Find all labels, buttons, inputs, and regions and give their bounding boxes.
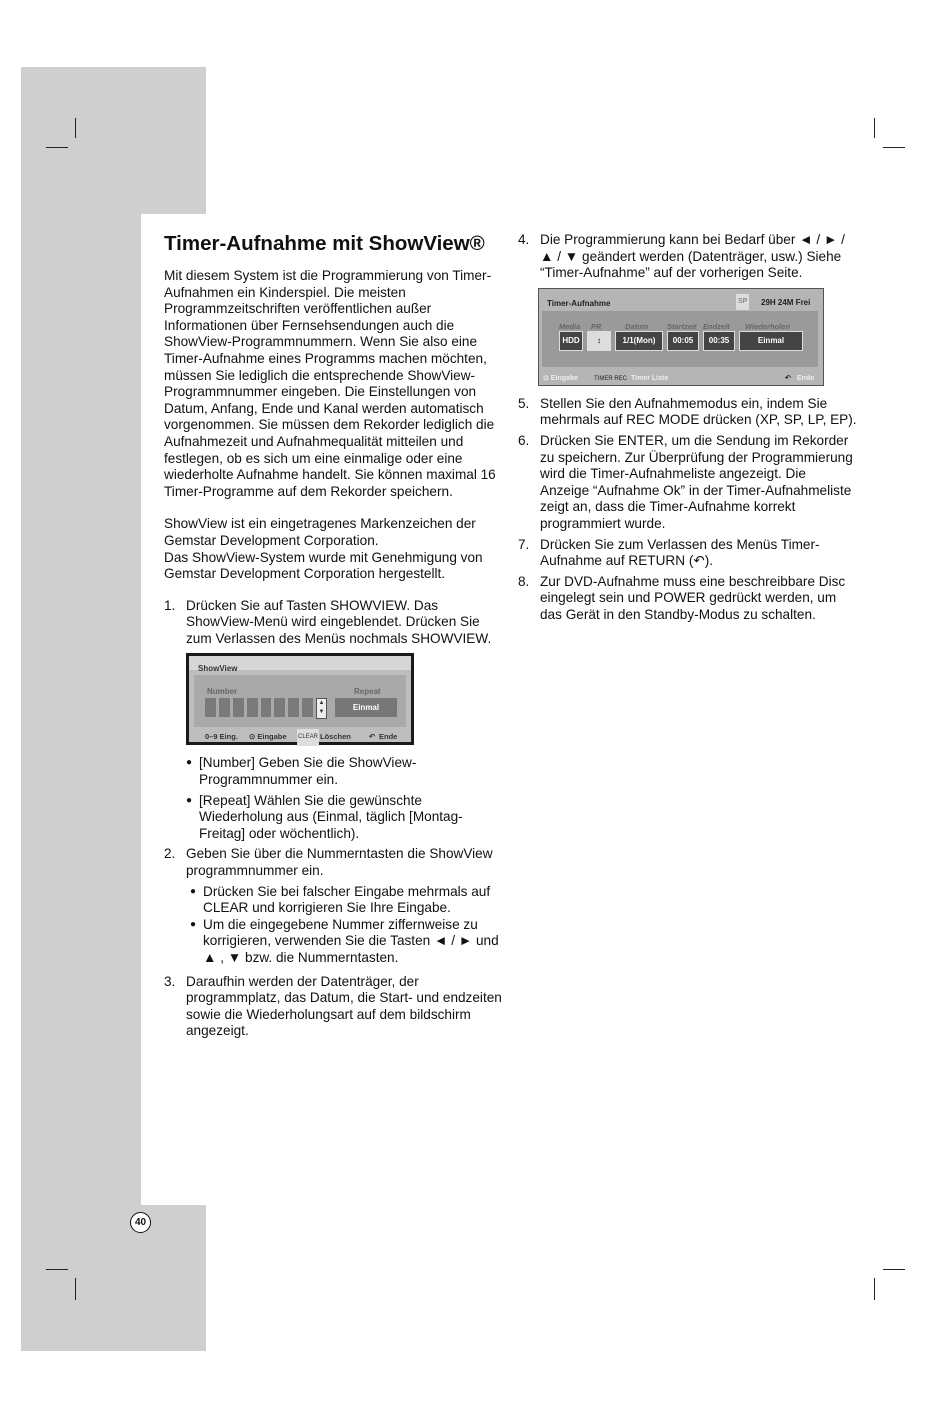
number-label: Number xyxy=(207,687,238,697)
page-margin-band xyxy=(21,67,206,214)
page-margin-band xyxy=(141,1205,206,1351)
bullet-item: ● [Number] Geben Sie die ShowView-Programmnummer ein. xyxy=(186,755,417,788)
screen-title: ShowView xyxy=(198,664,238,674)
crop-mark xyxy=(883,147,905,148)
showview-screen: ShowView Number Repeat ▲ ▼ Einmal 0–9 Eing. ⊙ Eingabe CLEAR Löschen ↶ Ende xyxy=(186,653,414,745)
up-down-arrows-icon: ▲ ▼ xyxy=(316,698,327,719)
bullet-item: ● [Repeat] Wählen Sie die gewünschte Wiederholung aus (Einmal, täglich [Montag-Freitag] oder wöchentlich). xyxy=(186,792,463,841)
step-item xyxy=(164,974,504,1040)
step-text: Daraufhin werden der Datenträger, der programmplatz, das Datum, die Start- und endzeiten sowie die Wiederholungsart auf dem bildschirm angezeigt. xyxy=(186,973,502,1039)
step-item xyxy=(518,537,858,570)
free-space: 29H 24M Frei xyxy=(761,297,811,307)
bullet-item: ● Um die eingegebene Nummer ziffernweise zu korrigieren, verwenden Sie die Tasten ◄ / ► und ▲ , ▼ bzw. die Nummerntasten. xyxy=(190,916,499,965)
page-title: Timer-Aufnahme mit ShowView® xyxy=(164,232,485,255)
step-text: Zur DVD-Aufnahme muss eine beschreibbare Disc eingelegt sein und POWER gedrückt werden, um das Gerät in den Standby-Modus zu schalten. xyxy=(540,573,846,622)
bullet-icon: ● xyxy=(186,757,193,769)
crop-mark xyxy=(75,1278,76,1300)
right-column xyxy=(518,232,858,624)
crop-mark xyxy=(75,118,76,138)
crop-mark xyxy=(46,147,68,148)
media-field[interactable]: HDD xyxy=(559,331,583,351)
step-item xyxy=(518,433,858,533)
step-item xyxy=(164,598,504,843)
page-number: 40 xyxy=(130,1212,151,1233)
left-column xyxy=(164,232,504,1040)
step-number: 7. xyxy=(518,536,530,552)
step-text: Drücken Sie ENTER, um die Sendung im Rekorder zu speichern. Zur Überprüfung der Programmierung wird die Timer-Aufnahmeliste angezeigt. Die Anzeige “Aufnahme Ok” in der Timer-Aufnahmeliste zeigt an, dass die Timer-Aufnahme korrekt programmiert wurde. xyxy=(540,432,853,531)
repeat-value[interactable]: Einmal xyxy=(335,698,397,717)
pr-field[interactable]: ↕ xyxy=(587,331,611,351)
timer-recording-screen: Timer-Aufnahme SP 29H 24M Frei Media PR Datum Startzeit Endzeit Wiederholen HDD ↕ 1/1(Mon) 00:05 00:35 Einmal ⊙ Eingabe TIMER REC Timer Liste ↶ Ende xyxy=(538,288,824,386)
bullet-item: ● Drücken Sie bei falscher Eingabe mehrmals auf CLEAR und korrigieren Sie Ihre Eingabe. xyxy=(190,883,491,916)
step-number: 3. xyxy=(164,973,176,989)
bullet-icon: ● xyxy=(186,794,193,806)
page-margin-band xyxy=(21,214,141,1351)
trademark-note: ShowView ist ein eingetragenes Markenzeichen der Gemstar Development Corporation. xyxy=(164,516,476,548)
step-number: 1. xyxy=(164,597,176,613)
trademark-note: Das ShowView-System wurde mit Genehmigung von Gemstar Development Corporation hergestellt. xyxy=(164,549,483,582)
date-field[interactable]: 1/1(Mon) xyxy=(615,331,663,351)
step-item xyxy=(518,574,858,624)
step-text: Die Programmierung kann bei Bedarf über ◄ / ► / ▲ / ▼ geändert werden (Datenträger, usw.) Siehe “Timer-Aufnahme” auf der vorherigen Seite. xyxy=(540,232,845,281)
start-time-field[interactable]: 00:05 xyxy=(667,331,699,351)
step-number: 8. xyxy=(518,573,530,589)
step-text: Drücken Sie auf Tasten SHOWVIEW. Das ShowView-Menü wird eingeblendet. Drücken Sie zum Verlassen des Menüs nochmals SHOWVIEW. xyxy=(186,597,492,646)
step-number: 6. xyxy=(518,432,530,448)
rec-mode-badge: SP xyxy=(736,294,749,311)
return-icon: ↶ xyxy=(369,732,376,742)
step-number: 5. xyxy=(518,395,530,411)
step-number: 2. xyxy=(164,846,176,862)
step-item xyxy=(164,846,504,966)
step-item xyxy=(518,232,858,282)
step-number: 4. xyxy=(518,232,530,247)
step-text: Stellen Sie den Aufnahmemodus ein, indem Sie mehrmals auf REC MODE drücken (XP, SP, LP, EP). xyxy=(540,395,857,428)
repeat-label: Repeat xyxy=(354,687,381,697)
repeat-field[interactable]: Einmal xyxy=(739,331,803,351)
screen-title: Timer-Aufnahme xyxy=(547,298,611,308)
crop-mark xyxy=(874,118,875,138)
end-time-field[interactable]: 00:35 xyxy=(703,331,735,351)
bullet-icon: ● xyxy=(190,885,197,897)
bullet-icon: ● xyxy=(190,918,197,930)
crop-mark xyxy=(883,1269,905,1270)
number-digit-boxes[interactable] xyxy=(205,698,313,717)
intro-paragraph: Mit diesem System ist die Programmierung von Timer-Aufnahmen ein Kinderspiel. Die meisten Programmzeitschriften veröffentlichen außer Informationen über Fernsehsendungen auch die ShowView-Programmnummern. Wenn Sie also eine Timer-Aufnahme eines Programms machen möchten, müssen Sie lediglich die entsprechende ShowView-Programmnummer eingeben. Die Einstellungen von Datum, Anfang, Ende und Kanal werden automatisch vorgenommen. Sie müssen dem Rekorder lediglich die Aufnahmezeit und Aufnahmequalität mitteilen und festlegen, ob es sich um eine einmalige oder eine wiederholte Aufnahme handelt. Sie können maximal 16 Timer-Programme auf dem Rekorder speichern. xyxy=(164,268,496,499)
step-text: Drücken Sie zum Verlassen des Menüs Timer-Aufnahme auf RETURN (↶). xyxy=(540,536,820,569)
crop-mark xyxy=(46,1269,68,1270)
step-item xyxy=(518,396,858,429)
step-text: Geben Sie über die Nummerntasten die ShowView programmnummer ein. xyxy=(186,846,493,879)
return-icon: ↶ xyxy=(785,374,791,382)
crop-mark xyxy=(874,1278,875,1300)
